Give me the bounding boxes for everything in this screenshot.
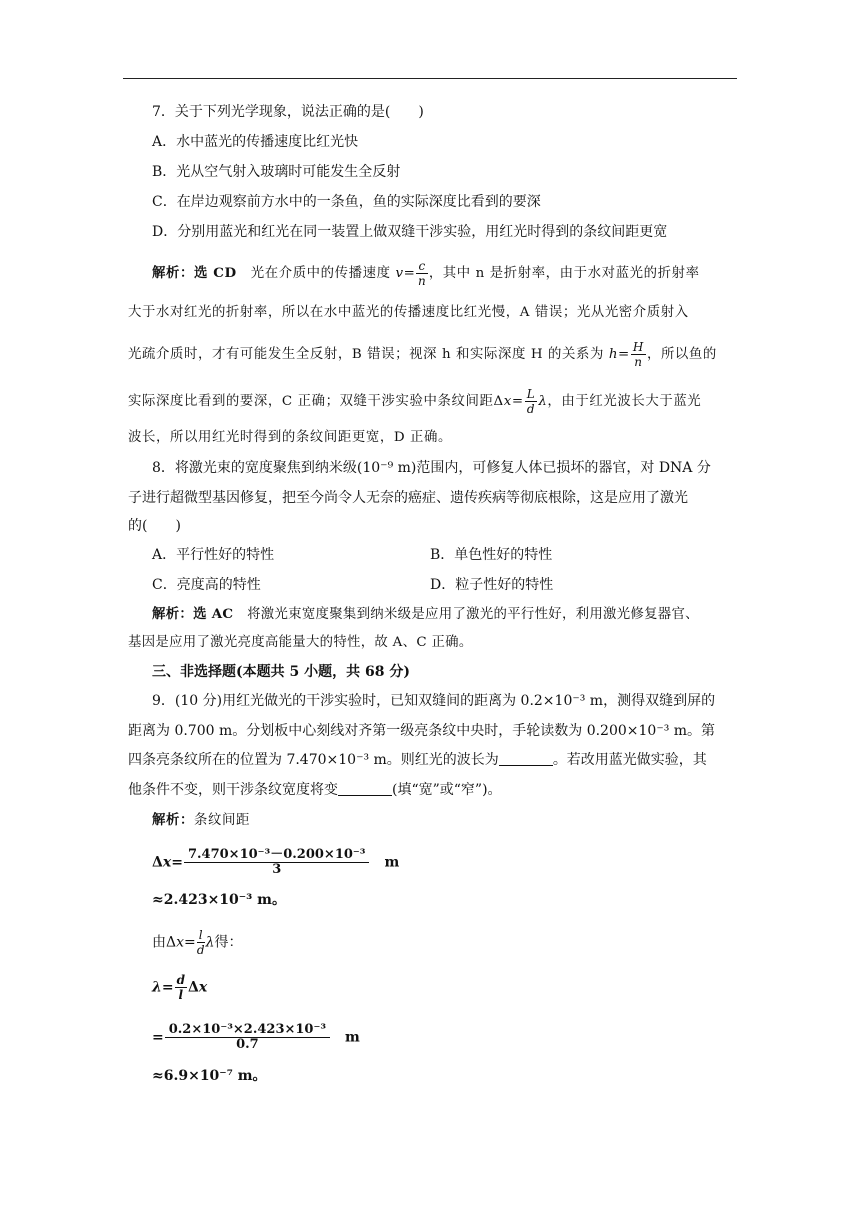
q7-option-a: A．水中蓝光的传播速度比红光快: [152, 134, 359, 150]
q9-stem-line-1: 9．(10 分)用红光做光的干涉实验时，已知双缝间的距离为 0.2×10⁻³ m，测得双缝到屏的: [152, 693, 716, 709]
q7-solution-line-4: 实际深度比看到的要深，C 正确；双缝干涉实验中条纹间距Δx= $\frac{L}{d}$ λ，由于红光波长大于蓝光: [128, 387, 702, 416]
q9-wavelength-formula: λ= $\frac{d}{l}$ Δx: [152, 973, 208, 1002]
answer-blank-width: [338, 781, 392, 796]
solution-label: 解析：: [152, 606, 194, 622]
q9-final-result: ≈6.9×10⁻⁷ m。: [152, 1068, 267, 1084]
q8-stem-line-1: 8．将激光束的宽度聚焦到纳米级(10⁻⁹ m)范围内，可修复人体已损坏的器官，对 DNA 分: [152, 460, 711, 476]
q9-fringe-spacing-equation: Δx= $\frac{\text{7.470×10⁻³－0.200×10⁻³}}{3}$ m: [152, 847, 400, 877]
answer-blank-wavelength: [499, 751, 553, 766]
q8-option-a: A．平行性好的特性: [152, 547, 275, 563]
q8-option-c: C．亮度高的特性: [152, 577, 261, 593]
q8-stem-line-3: 的( ): [128, 518, 181, 534]
q7-option-d: D．分别用蓝光和红光在同一装置上做双缝干涉实验，用红光时得到的条纹间距更宽: [152, 224, 668, 240]
q9-wavelength-calculation: = $\frac{\text{0.2×10⁻³×2.423×10⁻³}}{0.7}$ m: [152, 1022, 360, 1052]
solution-answer: 选 CD: [193, 265, 237, 281]
q9-stem-line-2: 距离为 0.700 m。分划板中心刻线对齐第一级亮条纹中央时，手轮读数为 0.200×10⁻³ m。第: [128, 723, 716, 739]
q9-fringe-spacing-result: ≈2.423×10⁻³ m。: [152, 892, 286, 908]
q7-solution-line-5: 波长，所以用红光时得到的条纹间距更宽，D 正确。: [128, 430, 452, 445]
q7-option-c: C．在岸边观察前方水中的一条鱼，鱼的实际深度比看到的要深: [152, 194, 541, 210]
section-3-heading: 三、非选择题(本题共 5 小题，共 68 分): [152, 664, 410, 680]
q7-solution-line-3: 光疏介质时，才有可能发生全反射，B 错误；视深 h 和实际深度 H 的关系为 h= $\frac{H}{n}$ ，所以鱼的: [128, 340, 717, 369]
q7-stem: 7．关于下列光学现象，说法正确的是( ): [152, 104, 424, 120]
solution-label: 解析：: [152, 265, 194, 281]
q8-solution-line-1: 解析：选 AC 将激光束宽度聚集到纳米级是应用了激光的平行性好，利用激光修复器官、: [152, 606, 699, 622]
q9-formula-from: 由Δx= $\frac{l}{d}$ λ得：: [152, 928, 243, 957]
q9-stem-line-3: 四条亮条纹所在的位置为 7.470×10⁻³ m。则红光的波长为 。若改用蓝光做实验，其: [128, 752, 707, 768]
solution-label: 解析：: [152, 812, 194, 828]
q7-solution-line-1: 解析：选 CD 光在介质中的传播速度 v= $\frac{c}{n}$ ，其中 n 是折射率，由于水对蓝光的折射率: [152, 259, 700, 288]
q8-solution-line-2: 基因是应用了激光亮度高能量大的特性，故 A、C 正确。: [128, 635, 473, 650]
q8-stem-line-2: 子进行超微型基因修复，把至今尚令人无奈的癌症、遗传疾病等彻底根除，这是应用了激光: [128, 490, 688, 506]
solution-answer: 选 AC: [193, 606, 234, 622]
q9-solution-intro: 解析：条纹间距: [152, 812, 250, 828]
q7-option-b: B．光从空气射入玻璃时可能发生全反射: [152, 164, 401, 180]
header-rule: [123, 78, 737, 79]
q7-solution-line-2: 大于水对红光的折射率，所以在水中蓝光的传播速度比红光慢，A 错误；光从光密介质射入: [128, 305, 689, 320]
q8-option-d: D．粒子性好的特性: [430, 577, 554, 593]
q8-option-b: B．单色性好的特性: [430, 547, 553, 563]
q9-stem-line-4: 他条件不变，则干涉条纹宽度将变 (填“宽”或“窄”)。: [128, 782, 502, 798]
